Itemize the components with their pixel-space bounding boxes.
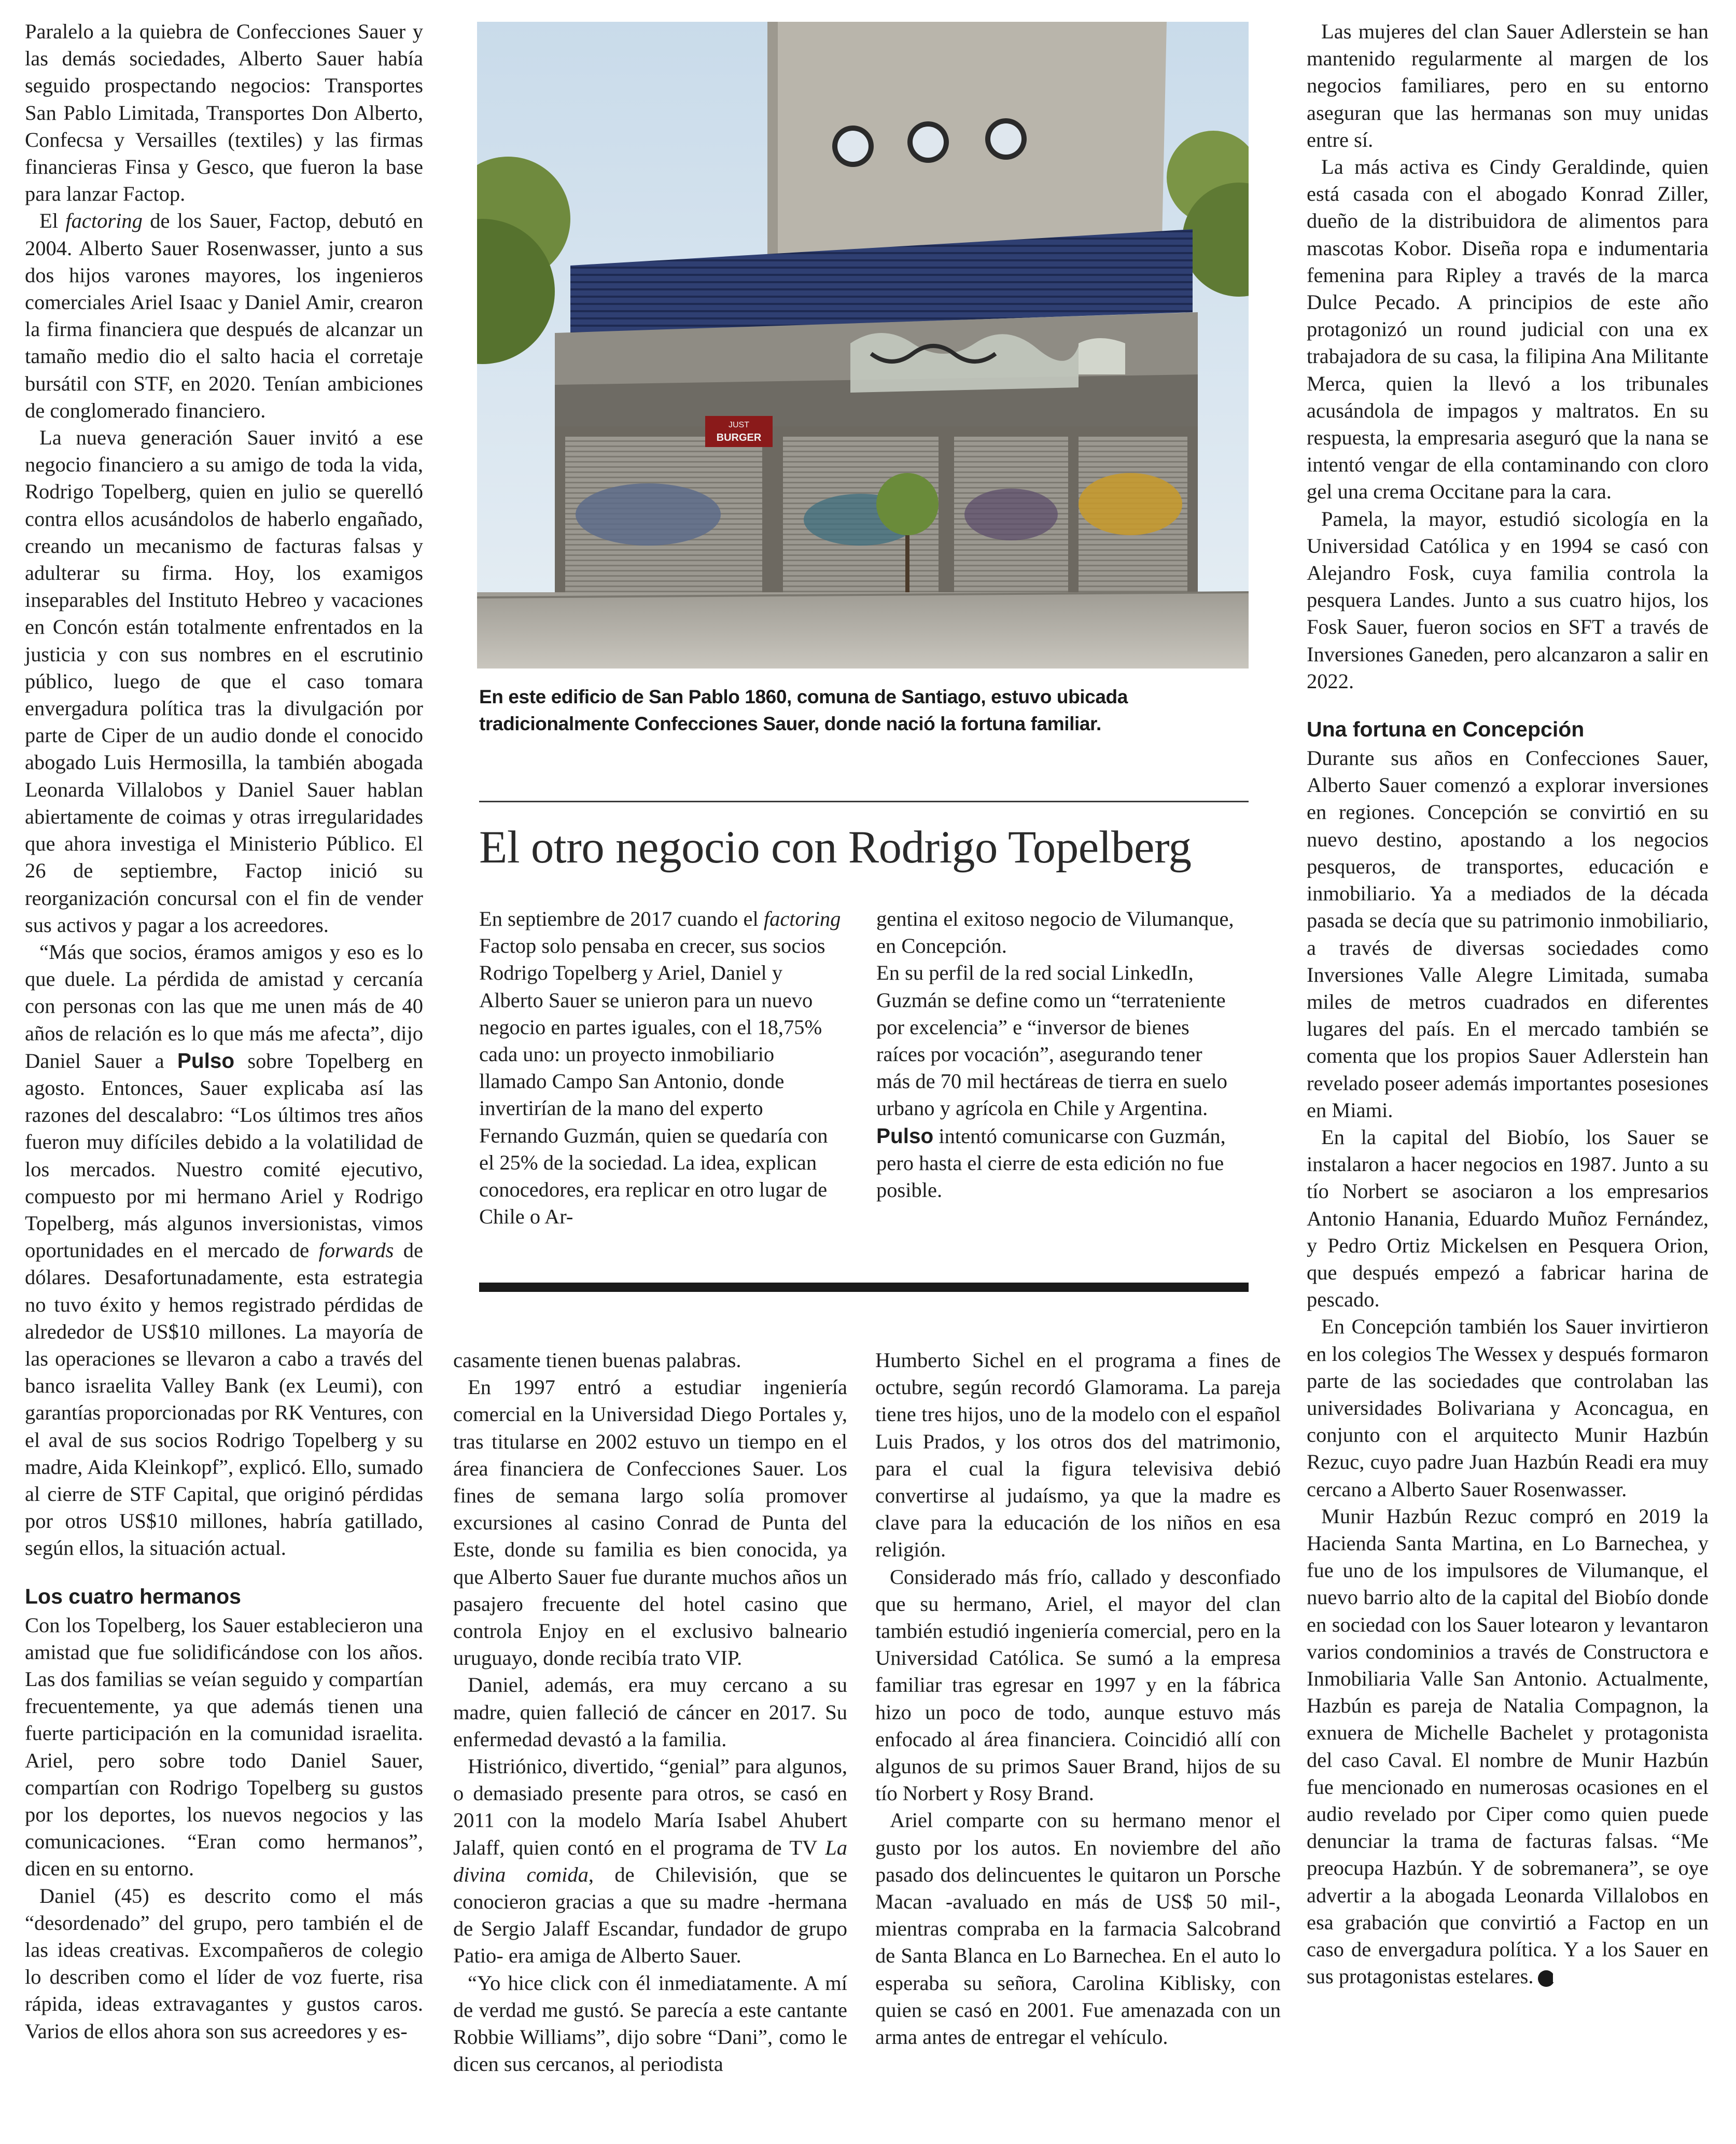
paragraph: El factoring de los Sauer, Factop, debutó en 2004. Alberto Sauer Rosenwasser, junto a sus dos hijos varones mayores, los ingenieros comerciales Ariel Isaac y Daniel Amir, crearon la firma financiera que después de alcanzar un tamaño medio dio el salto hacia el corretaje bursátil con STF, en 2020. Tenían ambiciones de conglomerado financiero.	[25, 209, 424, 422]
photo-caption: En este edificio de San Pablo 1860, comuna de Santiago, estuvo ubicada tradicionalmente Confecciones Sauer, donde nació la fortuna familiar.	[479, 686, 1128, 734]
section-subhead: Los cuatro hermanos	[25, 1584, 241, 1608]
paragraph: Humberto Sichel en el programa a fines de octubre, según recordó Glamorama. La pareja tiene tres hijos, uno de la modelo con el español Luis Prados, y los otros dos del matrimonio, para el cual la figura televisiva debió convertirse al judaísmo, ya que la madre es clave para la educación de los niños en esa religión.	[875, 1348, 1281, 1562]
paragraph: Durante sus años en Confecciones Sauer, Alberto Sauer comenzó a explorar inversiones en regiones. Concepción se convirtió en su nuevo destino, apostando a los negocios pesqueros, de transportes, educación e inmobiliario. Ya a mediados de la década pasada se decía que su patrimonio inmobiliario, a través de diversas sociedades como Inversiones Valle Alegre Limitada, sumaba miles de metros cuadrados en diferentes lugares del país. En el mercado también se comenta que los propios Sauer Adlerstein han revelado poseer además importantes posesiones en Miami.	[1307, 746, 1709, 1122]
svg-text:BURGER: BURGER	[716, 432, 762, 443]
middle-column-a	[453, 1347, 847, 2078]
paragraph: gentina el exitoso negocio de Vilumanque, en Concepción.	[876, 907, 1234, 958]
box-top-rule	[479, 801, 1249, 802]
paragraph: casamente tienen buenas palabras.	[453, 1348, 741, 1372]
paragraph: Daniel (45) es descrito como el más “desordenado” del grupo, pero también el de las ideas creativas. Excompañeros de colegio lo describen como el líder de voz fuerte, risa rápida, ideas extravagantes y gustos caros. Varios de ellos ahora son sus acreedores y es-	[25, 1884, 423, 2043]
box-column-a	[479, 906, 842, 1230]
paragraph: En la capital del Biobío, los Sauer se instalaron a hacer negocios en 1987. Junto a su tío Norbert se asociaron a los empresarios Antonio Hanania, Eduardo Muñoz Fernández, y Pedro Ortiz Mickelsen en Pesquera Orion, que después empezó a fabricar harina de pescado.	[1307, 1125, 1709, 1312]
paragraph: Paralelo a la quiebra de Confecciones Sauer y las demás sociedades, Alberto Sauer había seguido prospectando negocios: Transportes San Pablo Limitada, Transportes Don Alberto, Confecsa y Versailles (textiles) y las firmas financieras Finsa y Gesco, que fueron la base para lanzar Factop.	[25, 20, 423, 206]
box-bottom-rule	[479, 1283, 1249, 1292]
end-mark-icon: P	[1538, 1970, 1555, 1987]
right-column	[1307, 18, 1709, 1990]
paragraph: Daniel, además, era muy cercano a su madre, quien falleció de cáncer en 2017. Su enfermedad devastó a la familia.	[453, 1673, 847, 1751]
paragraph: Considerado más frío, callado y desconfiado que su hermano, Ariel, el mayor del clan también estudió ingeniería comercial, pero en la Universidad Católica. Se sumó a la empresa familiar tras egresar en 1997 y en la fábrica hizo un poco de todo, aunque estuvo más enfocado al área financiera. Coincidió allí con algunos de su primos Sauer Brand, hijos de su tío Norbert y Rosy Brand.	[875, 1565, 1281, 1805]
section-subhead: Una fortuna en Concepción	[1307, 717, 1585, 742]
paragraph: “Yo hice click con él inmediatamente. A mí de verdad me gustó. Se parecía a este cantante Robbie Williams”, dijo sobre “Dani”, como le dicen sus cercanos, al periodista	[453, 1971, 847, 2076]
paragraph: En su perfil de la red social LinkedIn, Guzmán se define como un “terrateniente por excelencia” e “inversor de bienes raíces por vocación”, asegurando tener más de 70 mil hectáreas de tierra en suelo urbano y agrícola en Chile y Argentina. Pulso intentó comunicarse con Guzmán, pero hasta el cierre de esta edición no fue posible.	[876, 961, 1227, 1202]
paragraph: La más activa es Cindy Geraldinde, quien está casada con el abogado Konrad Ziller, dueño de la distribuidora de alimentos para mascotas Kobor. Diseña ropa e indumentaria femenina para Ripley a través de la marca Dulce Pecado. A principios de este año protagonizó un round judicial con una ex trabajadora de su casa, la filipina Ana Militante Merca, quien la llevó a los tribunales acusándola de impagos y maltratos. En su respuesta, la empresaria aseguró que la nana se intentó vengar de ella contaminando con cloro gel una crema Occitane para la cara.	[1307, 155, 1709, 504]
sign-text: JUST	[729, 421, 749, 429]
box-column-b	[876, 906, 1239, 1204]
paragraph: Con los Topelberg, los Sauer establecieron una amistad que fue solidificándose con los años. Las dos familias se veían seguido y compartían frecuentemente, ya que además tienen una fuerte participación en la comunidad israelita. Ariel, pero sobre todo Daniel Sauer, compartían con Rodrigo Topelberg su gustos por los deportes, los nuevos negocios y las comunicaciones. “Eran como hermanos”, dicen en su entorno.	[25, 1613, 423, 1881]
building-photo	[477, 22, 1249, 669]
paragraph: Munir Hazbún Rezuc compró en 2019 la Hacienda Santa Martina, en Lo Barnechea, y fue uno de los impulsores de Vilumanque, el nuevo barrio alto de la capital del Biobío donde en sociedad con los Sauer lotearon y levantaron varios condominios a través de Constructora e Inmobiliaria Valle San Antonio. Actualmente, Hazbún es pareja de Natalia Compagnon, la exnuera de Michelle Bachelet y protagonista del caso Caval. El nombre de Munir Hazbún fue mencionado en numerosas ocasiones en el audio revelado por Ciper como quien puede denunciar la trama de facturas falsas. “Me preocupa Hazbún. Y de sobremanera”, se oye advertir a la abogada Leonarda Villalobos en esa grabación que convirtió a Factop en un caso de envergadura política. Y a los Sauer en sus protagonistas estelares. P	[1307, 1504, 1709, 1988]
box-title: El otro negocio con Rodrigo Topelberg	[479, 822, 1192, 873]
paragraph: Ariel comparte con su hermano menor el gusto por los autos. En noviembre del año pasado dos delincuentes le quitaron un Porsche Macan -avaluado en más de US$ 50 mil-, mientras compraba en la farmacia Salcobrand de Santa Blanca en Lo Barnechea. En el auto lo esperaba su señora, Carolina Kiblisky, con quien se casó en 2001. Fue amenazada con un arma antes de entregar el vehículo.	[875, 1808, 1281, 2049]
paragraph: Pamela, la mayor, estudió sicología en la Universidad Católica y en 1994 se casó con Alejandro Fosk, cuya familia controla la pesquera Landes. Junto a sus cuatro hijos, los Fosk Sauer, fueron socios en SFT a través de Inversiones Ganeden, pero alcanzaron a salir en 2022.	[1307, 507, 1709, 693]
paragraph: Las mujeres del clan Sauer Adlerstein se han mantenido regularmente al margen de los negocios familiares, pero en su entorno aseguran que las hermanas son muy unidas entre sí.	[1307, 20, 1709, 151]
paragraph: En Concepción también los Sauer invirtieron en los colegios The Wessex y después formaron parte de las sociedades que controlaban las universidades Bolivariana y Aconcagua, en conjunto con el arquitecto Munir Hazbún Rezuc, cuyo padre Juan Hazbún Readi era muy cercano a Alberto Sauer Rosenwasser.	[1307, 1315, 1709, 1501]
paragraph: En 1997 entró a estudiar ingeniería comercial en la Universidad Diego Portales y, tras titularse en 2002 estuvo un tiempo en el área financiera de Confecciones Sauer. Los fines de semana largo solía promover excursiones al casino Conrad de Punta del Este, donde su familia es bien conocida, ya que Alberto Sauer fue durante muchos años un pasajero frecuente del hotel casino que controla Enjoy en el exclusivo balneario uruguayo, donde recibía trato VIP.	[453, 1375, 847, 1670]
paragraph: La nueva generación Sauer invitó a ese negocio financiero a su amigo de toda la vida, Rodrigo Topelberg, quien en julio se querelló contra ellos acusándolos de haberlo engañado, creando un mecanismo de facturas falsas y adulterar su firma. Hoy, los examigos inseparables del Instituto Hebreo y vacaciones en Concón están totalmente enfrentados en la justicia y con sus nombres en el escrutinio público, luego de que el caso tomara envergadura política tras la divulgación por parte de Ciper de un audio donde el conocido abogado Luis Hermosilla, la también abogada Leonarda Villalobos y Daniel Sauer hablan abiertamente de coimas y otras irregularidades que ahora investiga el Ministerio Público. El 26 de septiembre, Factop inició su reorganización concursal con el fin de vender sus activos y pagar a los acreedores.	[25, 426, 423, 937]
left-column	[25, 18, 423, 2045]
paragraph: En septiembre de 2017 cuando el factoring Factop solo pensaba en crecer, sus socios Rodrigo Topelberg y Ariel, Daniel y Alberto Sauer se unieron para un nuevo negocio en partes iguales, con el 18,75% cada uno: un proyecto inmobiliario llamado Campo San Antonio, donde invertirían de la mano del experto Fernando Guzmán, quien se quedaría con el 25% de la sociedad. La idea, explican conocedores, era replicar en otro lugar de Chile o Ar-	[479, 907, 841, 1229]
paragraph: “Más que socios, éramos amigos y eso es lo que duele. La pérdida de amistad y cercanía con personas con las que me unen más de 40 años de relación es lo que más me afecta”, dijo Daniel Sauer a Pulso sobre Topelberg en agosto. Entonces, Sauer explicaba así las razones del descalabro: “Los últimos tres años fueron muy difíciles debido a la volatilidad de los mercados. Nuestro comité ejecutivo, compuesto por mi hermano Ariel y Rodrigo Topelberg, más algunos inversionistas, vimos oportunidades en el mercado de forwards de dólares. Desafortunadamente, esta estrategia no tuvo éxito y hemos registrado pérdidas de alrededor de US$10 millones. La mayoría de las operaciones se llevaron a cabo a través del banco israelita Valley Bank (ex Leumi), con garantías proporcionadas por RK Ventures, con el aval de sus socios Rodrigo Topelberg y su madre, Aida Kleinkopf”, explicó. Ello, sumado al cierre de STF Capital, que originó pérdidas por otros US$10 millones, habría gatillado, según ellos, la situación actual.	[25, 940, 423, 1560]
middle-column-b	[875, 1347, 1281, 2051]
paragraph: Histriónico, divertido, “genial” para algunos, o demasiado presente para otros, se casó en 2011 con la modelo María Isabel Ahubert Jalaff, quien contó en el programa de TV La divina comida, de Chilevisión, que se conocieron gracias a que su madre -hermana de Sergio Jalaff Escandar, fundador de grupo Patio- era amiga de Alberto Sauer.	[453, 1755, 847, 1968]
